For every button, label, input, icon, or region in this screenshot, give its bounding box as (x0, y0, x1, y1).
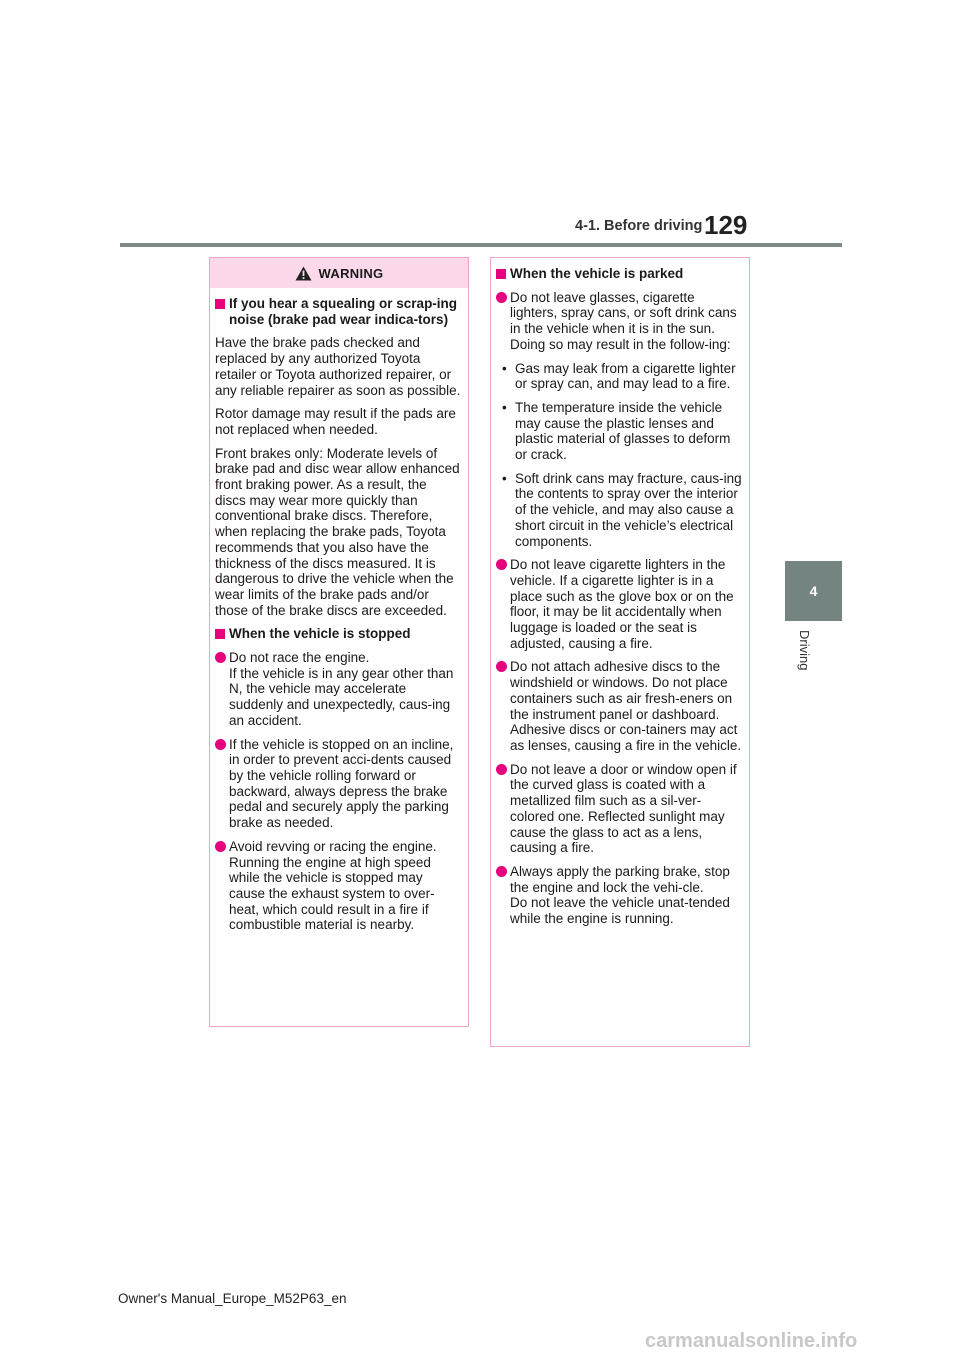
bullet-text: If the vehicle is stopped on an incline, in order to prevent acci-dents caused by the vehicle rolling forward or backward, always depress the brake pedal and securely apply the parking brake as needed. (229, 736, 454, 831)
bullet-item (496, 290, 742, 353)
bullet-text: Do not leave glasses, cigarette lighters, spray cans, or soft drink cans in the vehicle when it is in the sun. (510, 289, 737, 337)
heading-text: If you hear a squealing or scrap-ing noise (brake pad wear indica-tors) (229, 296, 458, 327)
bullet-item (496, 557, 742, 651)
paragraph: Front brakes only: Moderate levels of brake pad and disc wear allow enhanced front braking power. As a result, the discs may wear more quickly than conventional brake discs. Therefore, when replacing the brake pads, Toyota recommends that you also have the thickness of the discs measured. It is dangerous to drive the vehicle when the wear limits of the brake pads and/or those of the brake discs are exceeded. (215, 445, 460, 618)
warning-box-right (490, 257, 750, 1047)
heading-vehicle-stopped (215, 626, 461, 642)
bullet-text: Avoid revving or racing the engine. Running the engine at high speed while the vehicle is stopped may cause the exhaust system to over-heat, which could result in a fire if combustible material is nearby. (229, 838, 437, 933)
chapter-tab (785, 561, 842, 621)
square-marker-icon (215, 299, 225, 309)
bullet-text: Do not leave a door or window open if the curved glass is coated with a metallized film such as a sil-ver-colored one. Reflected sunlight may cause the glass to act as a lens, causing a fire. (510, 761, 737, 856)
bullet-item (496, 864, 742, 927)
bullet-text: Do not race the engine. (229, 650, 370, 666)
bullet-dot-icon (496, 764, 507, 775)
bullet-dot-icon (496, 559, 507, 570)
bullet-item (496, 762, 742, 856)
paragraph: Have the brake pads checked and replaced by any authorized Toyota retailer or Toyota authorized repairer, or any reliable repairer as soon as possible. (215, 335, 461, 398)
bullet-text: Do not leave cigarette lighters in the vehicle. If a cigarette lighter is in a place such as the glove box or on the floor, it may be lit accidentally when luggage is loaded or the seat is adjusted, causing a fire. (510, 557, 734, 651)
bullet-dot-icon (496, 292, 507, 303)
bullet-dot-icon (215, 841, 226, 852)
bullet-text: Doing so may result in the follow-ing: (510, 336, 731, 352)
sub-item (496, 471, 742, 550)
sub-bullet-marker: • (502, 470, 507, 486)
header-divider (120, 243, 842, 247)
sub-item-text: The temperature inside the vehicle may cause the plastic lenses and plastic material of glasses to deform or crack. (515, 399, 731, 463)
sub-item (496, 361, 742, 392)
sub-bullet-marker: • (502, 399, 507, 415)
sub-item-text: Gas may leak from a cigarette lighter or spray can, and may lead to a fire. (515, 360, 736, 392)
heading-brake-noise (215, 296, 461, 327)
warning-header (210, 258, 468, 288)
section-title: 4-1. Before driving (575, 218, 703, 234)
document-footer: Owner's Manual_Europe_M52P63_en (118, 1291, 347, 1306)
chapter-label: Driving (797, 630, 812, 671)
watermark: carmanualsonline.info (645, 1330, 858, 1352)
bullet-dot-icon (215, 652, 226, 663)
heading-text: When the vehicle is parked (510, 266, 684, 281)
bullet-text: Do not leave the vehicle unat-tended while the engine is running. (510, 895, 730, 927)
heading-vehicle-parked (496, 266, 742, 282)
bullet-text: Do not attach adhesive discs to the windshield or windows. Do not place containers such as air fresh-eners on the instrument panel or dashboard. Adhesive discs or con-tainers may act as lenses, causing a fire in the vehicle. (510, 659, 742, 753)
square-marker-icon (496, 269, 506, 279)
chapter-number: 4 (809, 583, 818, 599)
bullet-item (215, 737, 461, 831)
warning-triangle-icon (295, 266, 312, 281)
sub-bullet-marker: • (502, 360, 507, 376)
bullet-dot-icon (215, 739, 226, 750)
sub-item (496, 400, 742, 463)
bullet-item (215, 839, 461, 933)
page-number: 129 (704, 210, 748, 240)
bullet-text: Always apply the parking brake, stop the engine and lock the vehi-cle. (510, 863, 730, 895)
bullet-dot-icon (496, 661, 507, 672)
heading-text: When the vehicle is stopped (229, 626, 411, 642)
sub-item-text: Soft drink cans may fracture, caus-ing the contents to spray over the interior of the vehicle, and may also cause a short circuit in the vehicle’s electrical components. (515, 470, 742, 549)
paragraph: Rotor damage may result if the pads are not replaced when needed. (215, 406, 456, 437)
bullet-item (215, 650, 461, 729)
warning-box-left (209, 257, 469, 1027)
bullet-item (496, 659, 742, 753)
warning-title: WARNING (318, 265, 384, 281)
bullet-text: If the vehicle is in any gear other than N, the vehicle may accelerate suddenly and unexpectedly, caus-ing an accident. (229, 665, 454, 728)
square-marker-icon (215, 629, 225, 639)
bullet-dot-icon (496, 866, 507, 877)
